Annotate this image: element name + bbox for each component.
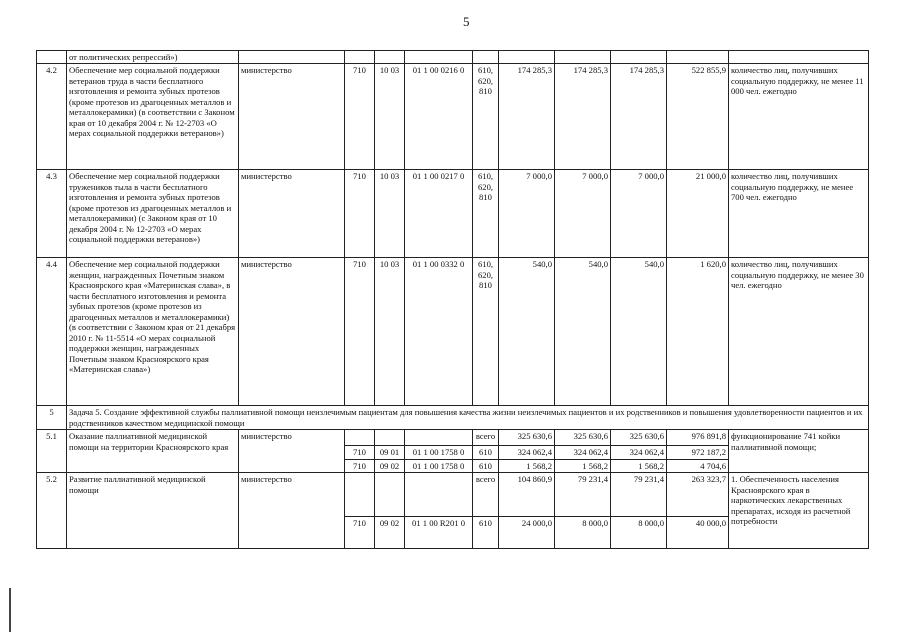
row-year2: 325 630,6	[555, 430, 611, 446]
row-vr: 610, 620, 810	[473, 258, 499, 406]
row-number: 4.4	[37, 258, 67, 406]
row-year3: 79 231,4	[611, 473, 667, 517]
row-total: 40 000,0	[667, 517, 729, 549]
row-year1: 1 568,2	[499, 459, 555, 472]
row-rzpr: 09 02	[375, 517, 405, 549]
row-executor: министерство	[239, 430, 345, 473]
table-row	[37, 64, 869, 170]
row-number: 4.3	[37, 170, 67, 258]
row-year2: 540,0	[555, 258, 611, 406]
row-year3: 174 285,3	[611, 64, 667, 170]
row-result: 1. Обеспеченность населения Красноярского края в наркотических лекарственных препаратах, исходя из расчетной потребности	[729, 473, 869, 549]
row-rzpr: 09 02	[375, 459, 405, 472]
row-executor: министерство	[239, 170, 345, 258]
row-year3: 8 000,0	[611, 517, 667, 549]
row-total: 263 323,7	[667, 473, 729, 517]
row-year1: 24 000,0	[499, 517, 555, 549]
table-row	[37, 406, 869, 430]
row-grbs: 710	[345, 459, 375, 472]
task-heading: Задача 5. Создание эффективной службы паллиативной помощи неизлечимым пациентам для повышения качества жизни неизлечимых пациентов и их родственников и повышения удовлетворенности пациентов и их родственников качеством медицинской помощи	[67, 406, 869, 430]
row-result: количество лиц, получивших социальную поддержку, не менее 30 чел. ежегодно	[729, 258, 869, 406]
row-grbs: 710	[345, 258, 375, 406]
row-vr: 610	[473, 446, 499, 459]
row-grbs: 710	[345, 64, 375, 170]
row-vr: 610, 620, 810	[473, 170, 499, 258]
row-executor: министерство	[239, 258, 345, 406]
row-total: 21 000,0	[667, 170, 729, 258]
row-grbs: 710	[345, 446, 375, 459]
table-row	[37, 473, 869, 517]
row-vr: 610	[473, 459, 499, 472]
row-executor: министерство	[239, 64, 345, 170]
row-total: 976 891,8	[667, 430, 729, 446]
row-name: Оказание паллиативной медицинской помощи на территории Красноярского края	[67, 430, 239, 473]
row-year2: 8 000,0	[555, 517, 611, 549]
row-csr: 01 1 00 0217 0	[405, 170, 473, 258]
row-year1: 7 000,0	[499, 170, 555, 258]
row-year3: 325 630,6	[611, 430, 667, 446]
row-name: Обеспечение мер социальной поддержки женщин, награжденных Почетным знаком Красноярского края «Материнская слава», в части бесплатного изготовления и ремонта зубных протезов (кроме протезов из драгоценных металлов и металлокерамики) (в соответствии с Законом края от 21 декабря 2010 г. № 11-5514 «О мерах социальной поддержки женщин, награжденных Почетным знаком Красноярского края «Материнская слава»)	[67, 258, 239, 406]
row-csr: 01 1 00 1758 0	[405, 446, 473, 459]
row-csr: 01 1 00 1758 0	[405, 459, 473, 472]
row-rzpr: 09 01	[375, 446, 405, 459]
row-number: 4.2	[37, 64, 67, 170]
row-rzpr: 10 03	[375, 258, 405, 406]
row-vr: всего	[473, 473, 499, 517]
table-row	[37, 258, 869, 406]
row-csr: 01 1 00 R201 0	[405, 517, 473, 549]
table-row	[37, 51, 869, 64]
row-year1: 325 630,6	[499, 430, 555, 446]
row-year3: 1 568,2	[611, 459, 667, 472]
row-year2: 174 285,3	[555, 64, 611, 170]
row-vr: 610, 620, 810	[473, 64, 499, 170]
row-vr: всего	[473, 430, 499, 446]
row-year1: 324 062,4	[499, 446, 555, 459]
row-year2: 79 231,4	[555, 473, 611, 517]
row-total: 4 704,6	[667, 459, 729, 472]
row-year2: 324 062,4	[555, 446, 611, 459]
row-name: от политических репрессий»)	[67, 51, 239, 64]
budget-table	[36, 50, 869, 549]
row-name: Развитие паллиативной медицинской помощи	[67, 473, 239, 549]
row-number: 5.1	[37, 430, 67, 473]
row-csr: 01 1 00 0332 0	[405, 258, 473, 406]
row-executor: министерство	[239, 473, 345, 549]
row-year2: 1 568,2	[555, 459, 611, 472]
row-rzpr: 10 03	[375, 64, 405, 170]
row-number: 5	[37, 406, 67, 430]
row-year1: 104 860,9	[499, 473, 555, 517]
row-rzpr: 10 03	[375, 170, 405, 258]
table-row	[37, 430, 869, 446]
row-result: функционирование 741 койки паллиативной помощи;	[729, 430, 869, 473]
row-year3: 7 000,0	[611, 170, 667, 258]
row-grbs: 710	[345, 517, 375, 549]
row-name: Обеспечение мер социальной поддержки тружеников тыла в части бесплатного изготовления и ремонта зубных протезов (кроме протезов из драгоценных металлов и металлокерамики) (с Законом края от 10 декабря 2004 г. № 12-2703 «О мерах социальной поддержки ветеранов»)	[67, 170, 239, 258]
row-total: 972 187,2	[667, 446, 729, 459]
row-total: 522 855,9	[667, 64, 729, 170]
row-year3: 324 062,4	[611, 446, 667, 459]
row-csr: 01 1 00 0216 0	[405, 64, 473, 170]
row-name: Обеспечение мер социальной поддержки ветеранов труда в части бесплатного изготовления и ремонта зубных протезов (кроме протезов из драгоценных металлов и металлокерамики) (в соответствии с Законом края от 10 декабря 2004 г. № 12-2703 «О мерах социальной поддержки ветеранов»)	[67, 64, 239, 170]
row-result: количество лиц, получивших социальную поддержку, не менее 11 000 чел. ежегодно	[729, 64, 869, 170]
row-result: количество лиц, получивших социальную поддержку, не менее 700 чел. ежегодно	[729, 170, 869, 258]
row-number: 5.2	[37, 473, 67, 549]
row-vr: 610	[473, 517, 499, 549]
scan-margin-mark	[9, 588, 11, 632]
row-total: 1 620,0	[667, 258, 729, 406]
row-grbs: 710	[345, 170, 375, 258]
row-year2: 7 000,0	[555, 170, 611, 258]
row-year3: 540,0	[611, 258, 667, 406]
page-number: 5	[463, 14, 470, 29]
row-year1: 540,0	[499, 258, 555, 406]
row-year1: 174 285,3	[499, 64, 555, 170]
table-row	[37, 170, 869, 258]
